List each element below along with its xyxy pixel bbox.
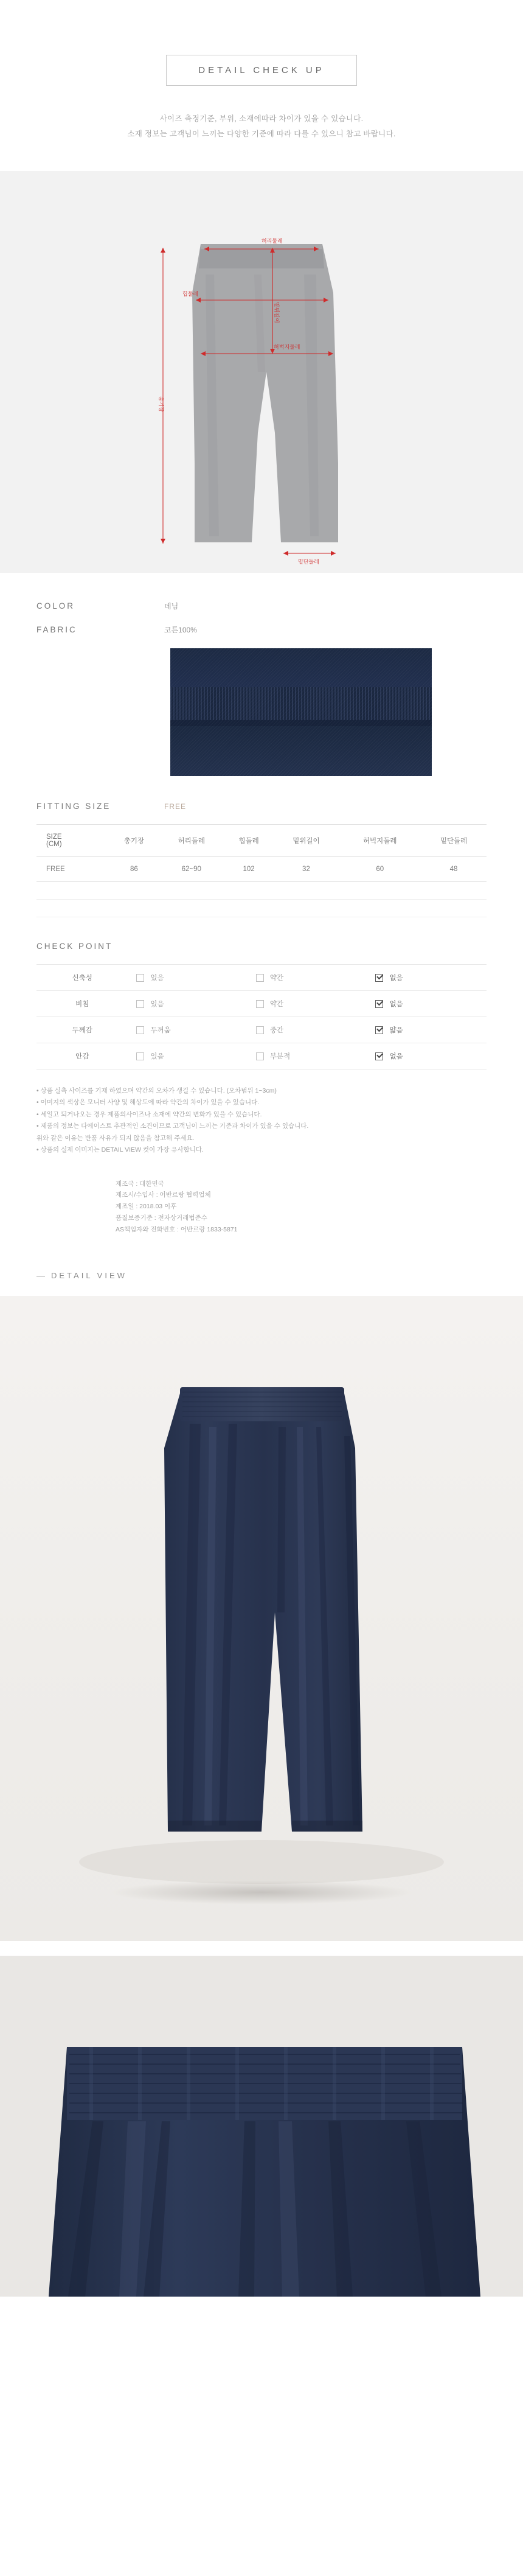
detail-check-up-header [0,0,523,142]
size-table-header-5: 허벅지둘레 [339,825,421,857]
cp-option[interactable] [248,1017,367,1043]
checkbox[interactable] [256,1026,264,1034]
maker-line: 제조일 : 2018.03 이후 [116,1203,177,1211]
color-label: COLOR [36,601,75,611]
spec-row-color [36,601,487,611]
fitting-size-value: FREE [164,802,187,811]
label-waist: 허리둘레 [262,238,283,244]
cp-option[interactable] [248,1043,367,1069]
fabric-swatch-photo [0,648,523,776]
maker-line: AS책임자와 전화번호 : 어반르랑 1833-5871 [116,1226,238,1234]
size-cell-3: 32 [274,857,339,882]
cp-option-label: 있음 [150,1053,164,1060]
check-point-table [36,964,487,1069]
cp-option-label: 있음 [150,1001,164,1008]
size-cell-1: 62~90 [159,857,224,882]
denim-swatch [170,648,432,776]
cp-option[interactable] [248,991,367,1017]
checkbox[interactable] [136,1026,144,1034]
size-table-header-6: 밑단둘레 [421,825,487,857]
cp-option[interactable] [367,1017,487,1043]
spec-row-fabric [36,625,487,635]
maker-line: 품질보증기준 : 전자상거래법준수 [116,1214,207,1222]
fitting-size-label: FITTING SIZE [36,802,111,811]
size-table-header-4: 밑위길이 [274,825,339,857]
checkbox[interactable] [256,1052,264,1060]
size-table [36,824,487,882]
size-table-header-size [36,825,109,857]
maker-info-block [0,1157,523,1236]
denim-pants-photo [0,1296,523,1941]
detail-photo-full-pants [0,1296,523,1941]
size-cell-5: 48 [421,857,487,882]
detail-photo-waistband-closeup [0,1956,523,2297]
cp-option-label: 부분적 [269,1053,291,1060]
size-table-header-3: 힙둘레 [224,825,274,857]
size-header-sub: (CM) [46,841,62,848]
size-table-header-2: 허리둘레 [159,825,224,857]
fabric-label: FABRIC [36,625,77,634]
table-row [36,1017,487,1043]
spec-section [0,573,523,635]
size-header-main: SIZE [46,833,62,841]
checkbox[interactable] [256,974,264,982]
cp-row-name: 비침 [36,991,128,1017]
cp-option-label: 중간 [269,1027,284,1034]
waistband-closeup-photo [0,1956,523,2297]
cp-option-label: 없음 [389,975,403,982]
cp-option[interactable] [128,1043,248,1069]
cp-row-name: 안감 [36,1043,128,1069]
cp-row-name: 두께감 [36,1017,128,1043]
checkbox-checked[interactable] [375,1000,383,1008]
notice-line: 위와 같은 이유는 반품 사유가 되지 않음을 참고해 주세요. [36,1134,195,1142]
checkbox[interactable] [256,1000,264,1008]
notice-line: • 이미지의 색상은 모니터 사양 및 해상도에 따라 약간의 차이가 있을 수 있습니다. [36,1099,260,1107]
maker-line: 제조시/수입사 : 어반르랑 협력업체 [116,1191,211,1199]
cp-option[interactable] [128,991,248,1017]
label-thigh: 허벅지둘레 [274,344,300,350]
fabric-value: 코튼100% [164,626,197,634]
check-point-title: CHECK POINT [36,942,113,951]
notice-line: • 제품의 정보는 다에이스트 추관적인 소견이므로 고객님이 느끼는 기준과 차이가 있을 수 있습니다. [36,1122,309,1130]
cp-option[interactable] [248,965,367,991]
notice-line: • 세일고 되거나오는 경우 제품의사이즈나 소재에 약간의 변화가 있을 수 있습니다. [36,1110,262,1118]
cp-option-label: 약간 [269,975,284,982]
table-row [36,991,487,1017]
page-title: DETAIL CHECK UP [166,55,357,86]
maker-line: 제조국 : 대한민국 [116,1180,164,1188]
header-description-line2: 소재 정보는 고객님이 느끼는 다양한 기준에 따라 다를 수 있으니 참고 바랍니다. [127,130,396,138]
label-total: 총기장 [158,396,164,413]
table-row [36,965,487,991]
checkbox[interactable] [136,1000,144,1008]
cp-option-label: 약간 [269,1001,284,1008]
checkbox-checked[interactable] [375,1052,383,1060]
header-description [0,111,523,142]
notice-line: • 상품 실측 사이즈를 기재 하였으며 약간의 오차가 생길 수 있습니다. (오차범위 1~3cm) [36,1087,277,1094]
checkbox[interactable] [136,1052,144,1060]
fitting-size-header [0,776,523,811]
size-table-header-row [36,825,487,857]
size-cell-2: 102 [224,857,274,882]
checkbox[interactable] [136,974,144,982]
size-table-header-1: 총기장 [109,825,159,857]
cp-option[interactable] [128,965,248,991]
cp-option[interactable] [367,1043,487,1069]
cp-option-label: 있음 [150,975,164,982]
label-hem: 밑단둘레 [298,559,319,565]
table-row [36,1043,487,1069]
notice-line: • 상품의 실제 이미지는 DETAIL VIEW 컷이 가장 유사합니다. [36,1146,204,1154]
size-cell-4: 60 [339,857,421,882]
photo-floor-shadow [109,1880,414,1905]
label-hip: 힙둘레 [182,291,199,297]
size-row-label: FREE [36,857,109,882]
cp-option-label: 없음 [389,1053,403,1060]
notice-block [0,1069,523,1157]
swatch-texture [170,648,432,776]
cp-option[interactable] [367,991,487,1017]
cp-option[interactable] [128,1017,248,1043]
cp-option[interactable] [367,965,487,991]
checkbox-checked[interactable] [375,974,383,982]
cp-option-label: 없음 [389,1001,403,1008]
header-description-line1: 사이즈 측정기준, 부위, 소재에따라 차이가 있을 수 있습니다. [159,114,364,123]
pants-measure-illustration [0,171,523,573]
label-rise: 밑위길이 [274,302,280,323]
cp-option-label: 얇음 [389,1027,403,1034]
detail-view-label: DETAIL VIEW [51,1270,127,1280]
measurement-diagram [0,171,523,573]
detail-view-heading [0,1236,523,1280]
color-value: 데님 [164,602,179,611]
cp-row-name: 신축성 [36,965,128,991]
size-cell-0: 86 [109,857,159,882]
cp-option-label: 두꺼움 [150,1027,171,1034]
checkbox-checked[interactable] [375,1026,383,1034]
table-row [36,857,487,882]
